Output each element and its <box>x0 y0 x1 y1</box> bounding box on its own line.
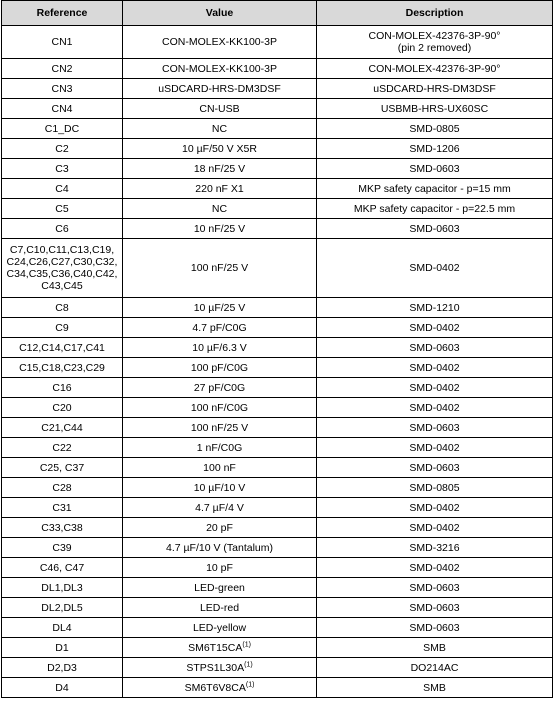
reference-text: CN1 <box>51 36 73 48</box>
table-row <box>2 219 553 239</box>
table-row <box>2 99 553 119</box>
description-cell: SMD-3216 <box>317 538 553 558</box>
header-description: Description <box>317 1 553 26</box>
description-cell: SMD-0402 <box>317 318 553 338</box>
reference-cell: D1 <box>2 638 123 658</box>
value-cell <box>123 26 317 59</box>
reference-cell: C3 <box>2 159 123 179</box>
description-cell: SMD-0603 <box>317 618 553 638</box>
description-cell: SMD-0402 <box>317 558 553 578</box>
table-row <box>2 558 553 578</box>
value-cell <box>123 638 317 658</box>
description-cell: SMD-0402 <box>317 398 553 418</box>
value-text: SM6T6V8CA <box>184 681 246 694</box>
header-reference: Reference <box>2 1 123 26</box>
header-value: Value <box>123 1 317 26</box>
reference-cell: C15,C18,C23,C29 <box>2 358 123 378</box>
description-cell: SMD-0402 <box>317 358 553 378</box>
description-cell: SMD-0603 <box>317 578 553 598</box>
table-row <box>2 59 553 79</box>
value-cell: 10 nF/25 V <box>123 219 317 239</box>
table-row <box>2 478 553 498</box>
table-row <box>2 239 553 298</box>
description-cell: SMB <box>317 638 553 658</box>
description-cell: SMD-0805 <box>317 478 553 498</box>
table-row <box>2 199 553 219</box>
footnote-marker: (1) <box>244 661 253 668</box>
reference-cell: C12,C14,C17,C41 <box>2 338 123 358</box>
table-row <box>2 638 553 658</box>
description-cell: SMD-0603 <box>317 159 553 179</box>
value-cell: 100 nF/25 V <box>123 239 317 298</box>
table-row <box>2 159 553 179</box>
description-cell: SMD-0402 <box>317 438 553 458</box>
table-row <box>2 139 553 159</box>
description-cell: uSDCARD-HRS-DM3DSF <box>317 79 553 99</box>
description-cell: USBMB-HRS-UX60SC <box>317 99 553 119</box>
value-cell: 18 nF/25 V <box>123 159 317 179</box>
table-row <box>2 378 553 398</box>
value-cell: 10 µF/6.3 V <box>123 338 317 358</box>
description-cell: SMD-1206 <box>317 139 553 159</box>
reference-cell: C25, C37 <box>2 458 123 478</box>
value-cell: 100 nF/25 V <box>123 418 317 438</box>
reference-cell <box>2 239 123 298</box>
reference-line: C24,C26,C27,C30,C32, <box>6 256 118 268</box>
value-cell: 100 pF/C0G <box>123 358 317 378</box>
value-cell: 10 pF <box>123 558 317 578</box>
value-cell: LED-yellow <box>123 618 317 638</box>
value-cell: CN-USB <box>123 99 317 119</box>
value-cell: 100 nF <box>123 458 317 478</box>
reference-cell: DL4 <box>2 618 123 638</box>
description-cell: SMD-0402 <box>317 239 553 298</box>
table-row <box>2 578 553 598</box>
value-cell: 10 µF/10 V <box>123 478 317 498</box>
description-cell: SMD-0402 <box>317 498 553 518</box>
table-row <box>2 318 553 338</box>
table-row <box>2 338 553 358</box>
reference-line: C7,C10,C11,C13,C19, <box>9 244 115 256</box>
description-cell: SMD-0603 <box>317 338 553 358</box>
description-cell: SMD-0402 <box>317 518 553 538</box>
value-cell: 4.7 µF/4 V <box>123 498 317 518</box>
reference-cell: C16 <box>2 378 123 398</box>
value-cell: uSDCARD-HRS-DM3DSF <box>123 79 317 99</box>
table-row <box>2 358 553 378</box>
reference-cell: C33,C38 <box>2 518 123 538</box>
description-cell <box>317 26 553 59</box>
table-row <box>2 498 553 518</box>
table-row <box>2 418 553 438</box>
table-row <box>2 518 553 538</box>
reference-line: C43,C45 <box>41 280 83 292</box>
description-cell: DO214AC <box>317 658 553 678</box>
value-cell: 20 pF <box>123 518 317 538</box>
reference-cell: C22 <box>2 438 123 458</box>
table-row <box>2 538 553 558</box>
value-cell: NC <box>123 119 317 139</box>
description-cell: SMB <box>317 678 553 698</box>
value-cell: 4.7 pF/C0G <box>123 318 317 338</box>
description-cell: SMD-1210 <box>317 298 553 318</box>
value-cell: LED-red <box>123 598 317 618</box>
footnote-marker: (1) <box>242 641 251 648</box>
reference-cell: C5 <box>2 199 123 219</box>
description-cell: CON-MOLEX-42376-3P-90° <box>317 59 553 79</box>
value-cell: CON-MOLEX-KK100-3P <box>123 59 317 79</box>
bill-of-materials-table <box>1 0 553 698</box>
reference-cell: C1_DC <box>2 119 123 139</box>
table-row <box>2 678 553 698</box>
reference-cell: C9 <box>2 318 123 338</box>
description-cell: SMD-0603 <box>317 458 553 478</box>
footnote-marker: (1) <box>245 681 255 688</box>
description-cell: SMD-0805 <box>317 119 553 139</box>
bom-table-container <box>1 0 552 698</box>
table-row <box>2 119 553 139</box>
reference-cell: C6 <box>2 219 123 239</box>
table-row <box>2 458 553 478</box>
value-cell: 27 pF/C0G <box>123 378 317 398</box>
value-cell: 10 µF/50 V X5R <box>123 139 317 159</box>
table-row <box>2 658 553 678</box>
value-cell: 220 nF X1 <box>123 179 317 199</box>
reference-cell: C31 <box>2 498 123 518</box>
value-text: STPS1L30A <box>186 661 245 674</box>
value-cell: 1 nF/C0G <box>123 438 317 458</box>
value-cell: LED-green <box>123 578 317 598</box>
reference-cell <box>2 26 123 59</box>
reference-cell: C2 <box>2 139 123 159</box>
value-text: CON-MOLEX-KK100-3P <box>162 36 277 48</box>
table-row <box>2 26 553 59</box>
reference-cell: DL1,DL3 <box>2 578 123 598</box>
table-row <box>2 438 553 458</box>
value-text: SM6T15CA <box>188 641 243 654</box>
reference-cell: C39 <box>2 538 123 558</box>
description-cell: SMD-0603 <box>317 598 553 618</box>
reference-cell: C46, C47 <box>2 558 123 578</box>
table-row <box>2 79 553 99</box>
description-text: CON-MOLEX-42376-3P-90° <box>368 30 501 42</box>
reference-cell: C20 <box>2 398 123 418</box>
description-cell: SMD-0603 <box>317 418 553 438</box>
reference-cell: CN3 <box>2 79 123 99</box>
table-row <box>2 298 553 318</box>
description-note: (pin 2 removed) <box>397 42 472 54</box>
reference-cell: C28 <box>2 478 123 498</box>
reference-cell: C4 <box>2 179 123 199</box>
reference-cell: DL2,DL5 <box>2 598 123 618</box>
reference-cell: C8 <box>2 298 123 318</box>
value-cell: 10 µF/25 V <box>123 298 317 318</box>
value-cell: 100 nF/C0G <box>123 398 317 418</box>
value-cell: 4.7 µF/10 V (Tantalum) <box>123 538 317 558</box>
reference-line: C34,C35,C36,C40,C42, <box>6 268 118 280</box>
table-row <box>2 179 553 199</box>
reference-cell: D4 <box>2 678 123 698</box>
reference-cell: CN2 <box>2 59 123 79</box>
table-row <box>2 618 553 638</box>
value-cell <box>123 678 317 698</box>
description-cell: MKP safety capacitor - p=22.5 mm <box>317 199 553 219</box>
reference-cell: C21,C44 <box>2 418 123 438</box>
value-cell: NC <box>123 199 317 219</box>
description-cell: SMD-0603 <box>317 219 553 239</box>
table-row <box>2 398 553 418</box>
table-row <box>2 598 553 618</box>
value-cell <box>123 658 317 678</box>
description-cell: SMD-0402 <box>317 378 553 398</box>
reference-cell: CN4 <box>2 99 123 119</box>
description-cell: MKP safety capacitor - p=15 mm <box>317 179 553 199</box>
reference-cell: D2,D3 <box>2 658 123 678</box>
table-header-row <box>2 1 553 26</box>
